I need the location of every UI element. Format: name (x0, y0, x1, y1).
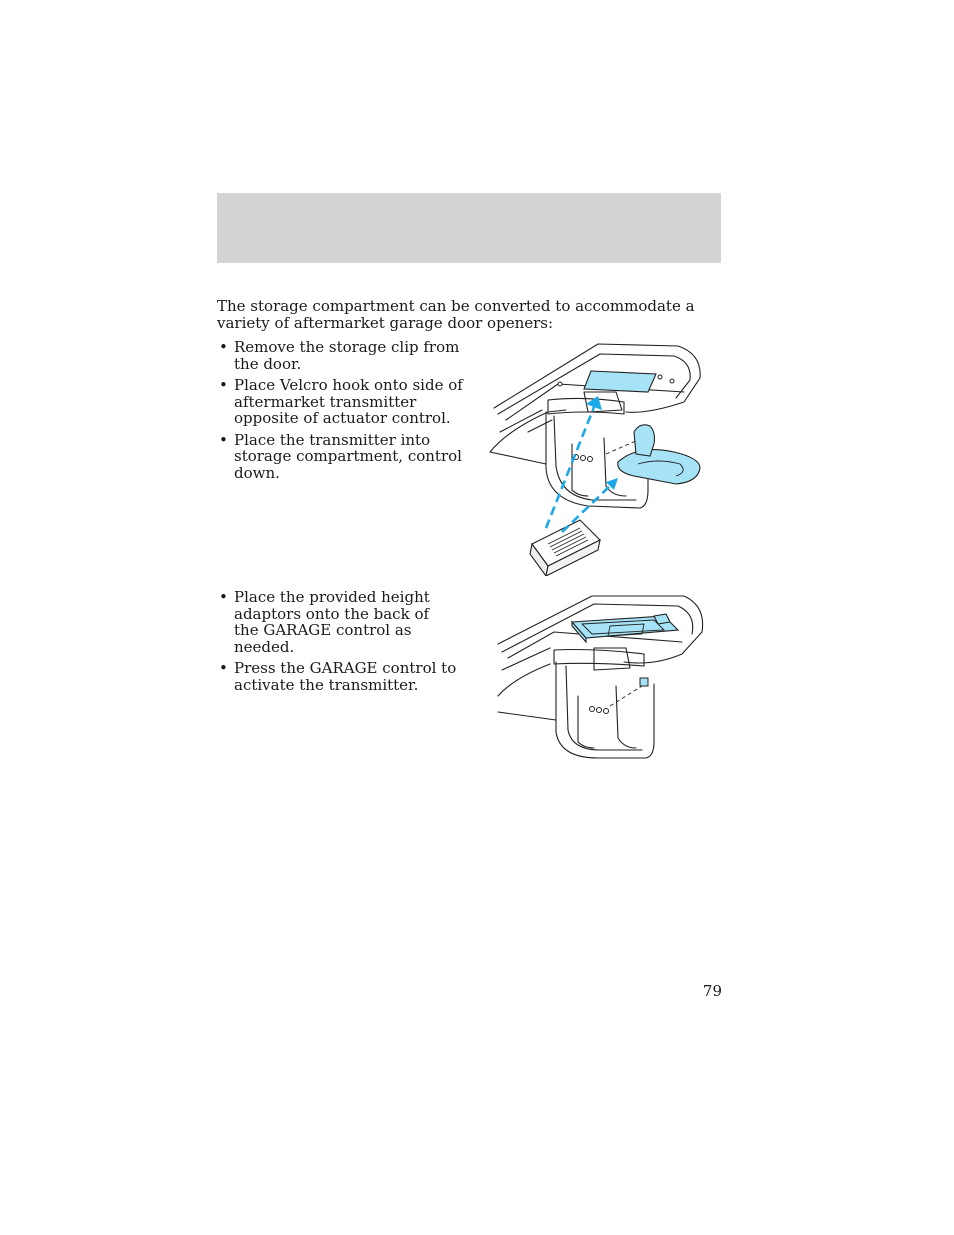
door-inner-panel (578, 696, 594, 748)
headliner-line (490, 452, 546, 464)
list-item-text: Place Velcro hook onto side of aftermarket transmitter opposite of actuator control. (234, 376, 463, 427)
door-inner-panel-right (616, 686, 636, 748)
storage-compartment-illustration (488, 340, 704, 576)
console-screw (658, 375, 662, 379)
list-item-text: Remove the storage clip from the door. (234, 338, 460, 373)
indicator-light (590, 707, 595, 712)
hinge-rim (554, 650, 644, 667)
instruction-list-2 (217, 589, 457, 698)
indicator-light (597, 708, 602, 713)
indicator-light (604, 709, 609, 714)
height-adaptor (640, 678, 648, 686)
list-item (217, 660, 457, 693)
bullet-glyph: • (219, 376, 228, 394)
header-band (217, 193, 721, 263)
door-inner-panel (572, 444, 588, 496)
indicator-light (588, 457, 593, 462)
leader-dashes (610, 686, 642, 706)
console-accent-line (528, 420, 552, 432)
intro-paragraph: The storage compartment can be converted to accommodate a variety of aftermarket garage door openers: (217, 297, 695, 332)
leader-dashes (606, 440, 638, 454)
indicator-light (581, 456, 586, 461)
bullet-glyph: • (219, 430, 228, 449)
display-window (584, 371, 656, 392)
list-item (217, 339, 472, 372)
page-number: 79 (702, 982, 722, 1000)
instruction-list-1 (217, 339, 472, 486)
door-outline-inner (566, 666, 642, 750)
list-item-text: Place the transmitter into storage compartment, control down. (234, 430, 462, 482)
bullet-glyph: • (219, 338, 228, 356)
headliner-line (498, 712, 556, 720)
installed-transmitter-illustration (494, 592, 706, 760)
console-screw (558, 382, 562, 386)
console-screw (670, 379, 674, 383)
list-item-text: Place the provided height adaptors onto the back of the GARAGE control as needed. (234, 588, 430, 656)
list-item (217, 432, 472, 482)
storage-clip (618, 425, 700, 484)
list-item-text: Press the GARAGE control to activate the transmitter. (234, 659, 457, 694)
list-item (217, 377, 472, 427)
bullet-glyph: • (219, 588, 228, 606)
bullet-glyph: • (219, 659, 228, 677)
list-item (217, 589, 457, 655)
